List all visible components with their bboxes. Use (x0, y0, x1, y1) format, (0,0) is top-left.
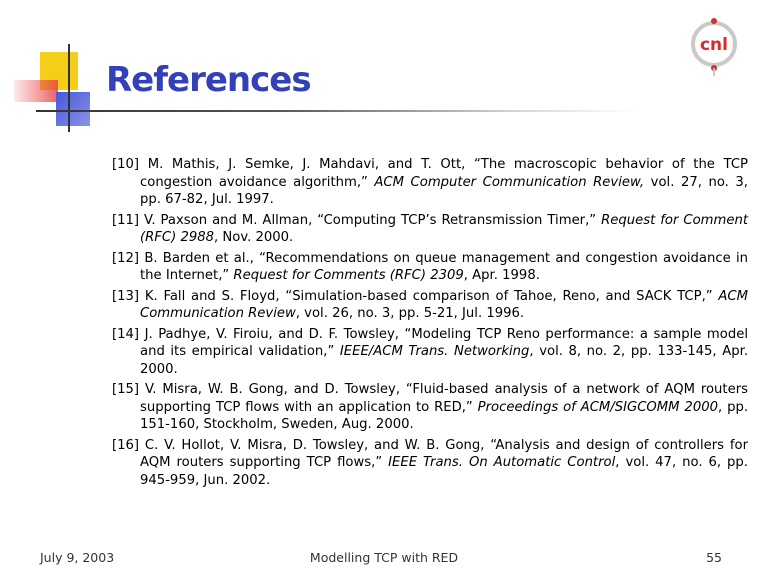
logo-text: cnl (699, 35, 729, 55)
reference-item (112, 437, 748, 490)
reference-item (112, 250, 748, 285)
reference-venue: ACM Computer Communication Review, (374, 174, 645, 190)
decor-red-bar (14, 80, 58, 102)
reference-venue: IEEE/ACM Trans. Networking (339, 344, 530, 359)
reference-venue: Proceedings of ACM/SIGCOMM 2000 (477, 399, 718, 415)
page-title: References (106, 60, 311, 100)
reference-venue: Request for Comment (RFC) 2988 (140, 212, 748, 245)
reference-text: [16] C. V. Hollot, V. Misra, D. Towsley, and W. B. Gong, “Analysis and design of controllers for AQM routers supporting TCP flows,” (112, 437, 748, 470)
reference-text: [12] B. Barden et al., “Recommendations on queue management and congestion avoidance in the Internet,” (112, 250, 748, 283)
reference-text: [11] V. Paxson and M. Allman, “Computing TCP’s Retransmission Timer,” (112, 212, 602, 228)
reference-text: [14] J. Padhye, V. Firoiu, and D. F. Towsley, “Modeling TCP Reno performance: a sample model and its empirical validation,” (112, 326, 748, 359)
reference-details: , vol. 26, no. 3, pp. 5-21, Jul. 1996. (295, 306, 525, 321)
reference-item (112, 156, 748, 209)
reference-details: vol. 27, no. 3, pp. 67-82, Jul. 1997. (140, 174, 748, 207)
reference-item (112, 212, 748, 247)
title-underline (36, 110, 636, 112)
reference-venue: ACM Communication Review (140, 288, 748, 321)
reference-venue: IEEE Trans. On Automatic Control (388, 455, 616, 470)
reference-text: [10] M. Mathis, J. Semke, J. Mahdavi, and T. Ott, “The macroscopic behavior of the TCP congestion avoidance algorithm,” (112, 157, 748, 190)
reference-venue: Request for Comments (RFC) 2309 (233, 268, 464, 283)
reference-details: , vol. 8, no. 2, pp. 133-145, Apr. 2000. (140, 344, 749, 377)
page-number: 55 (706, 550, 722, 565)
decor-vertical-line (68, 44, 70, 132)
footer-title: Modelling TCP with RED (309, 550, 459, 565)
reference-text: [13] K. Fall and S. Floyd, “Simulation-based comparison of Tahoe, Reno, and SACK TCP,” (112, 288, 719, 304)
reference-details: , vol. 47, no. 6, pp. 945-959, Jun. 2002. (140, 455, 748, 488)
decor-blue-square (56, 92, 90, 126)
reference-text: [15] V. Misra, W. B. Gong, and D. Towsley, “Fluid-based analysis of a network of AQM routers supporting TCP flows with an application to RED,” (112, 382, 748, 415)
reference-details: , Apr. 1998. (463, 268, 540, 283)
reference-item (112, 288, 748, 323)
reference-item (112, 326, 748, 379)
footer-date: July 9, 2003 (40, 550, 115, 565)
reference-details: , pp. 151-160, Stockholm, Sweden, Aug. 2000. (140, 399, 749, 432)
reference-item (112, 381, 748, 434)
reference-details: , Nov. 2000. (214, 230, 294, 245)
reference-list (112, 156, 748, 492)
cnl-logo-icon (688, 18, 740, 78)
